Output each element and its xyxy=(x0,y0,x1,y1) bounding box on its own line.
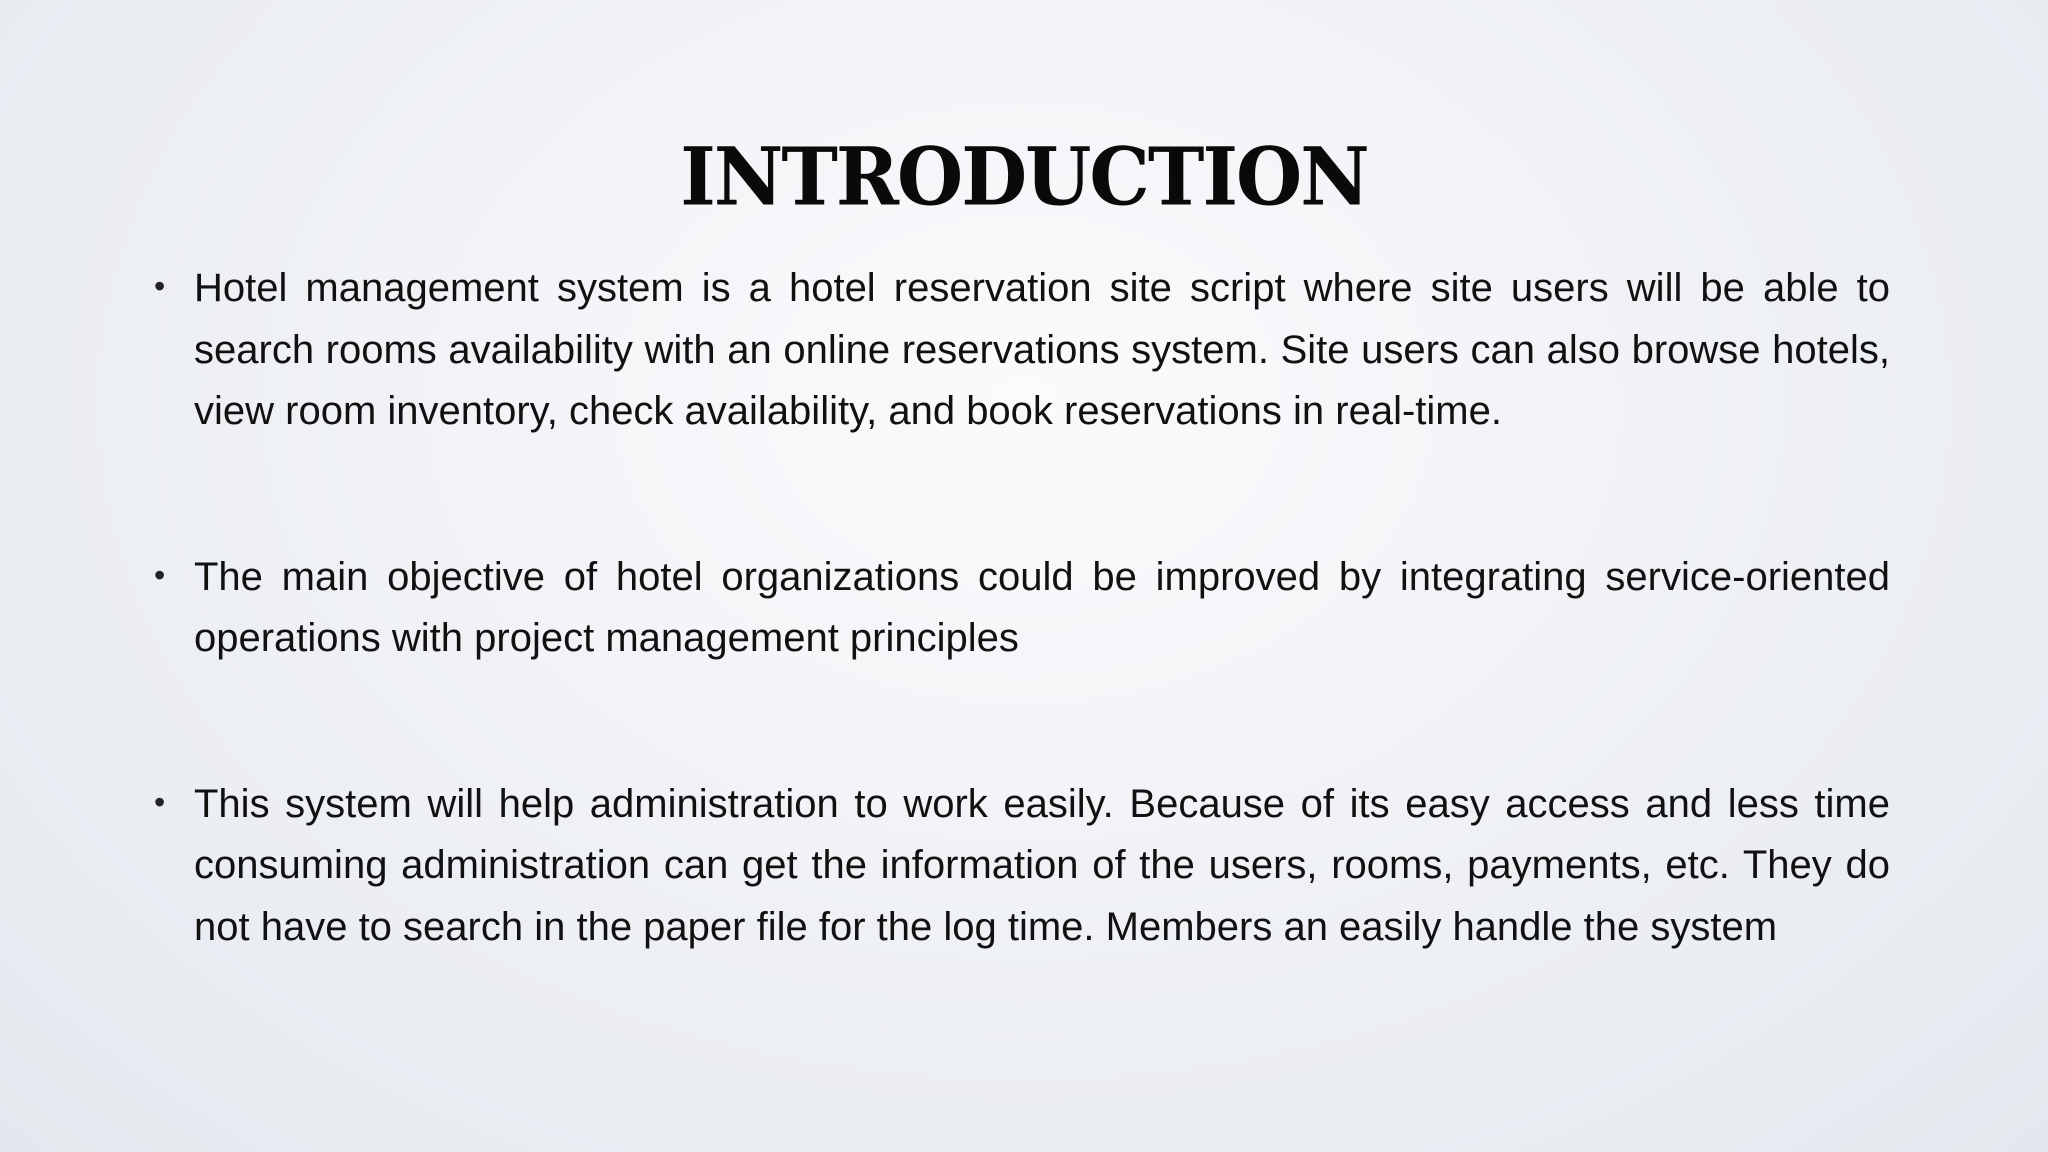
bullet-text: The main objective of hotel organizations could be improved by integrating service-oriented operations with project management principles xyxy=(194,554,1890,660)
bullet-item xyxy=(148,258,1890,443)
bullet-text: This system will help administration to work easily. Because of its easy access and less time consuming administration can get the information of the users, rooms, payments, etc. They do not have to search in the paper file for the log time. Members an easily handle the system xyxy=(194,781,1890,949)
slide-title: INTRODUCTION xyxy=(680,129,1368,224)
bullet-marker: • xyxy=(154,268,166,304)
bullet-marker: • xyxy=(154,783,166,820)
bullet-marker: • xyxy=(154,556,166,593)
bullet-item xyxy=(148,547,1890,670)
bullet-item xyxy=(148,774,1890,959)
bullet-text: Hotel management system is a hotel reservation site script where site users will be able to search rooms availability with an online reservations system. Site users can also browse hotels, view room inventory, check availability, and book reservations in real-time. xyxy=(194,266,1890,433)
bullet-list xyxy=(148,258,1890,958)
